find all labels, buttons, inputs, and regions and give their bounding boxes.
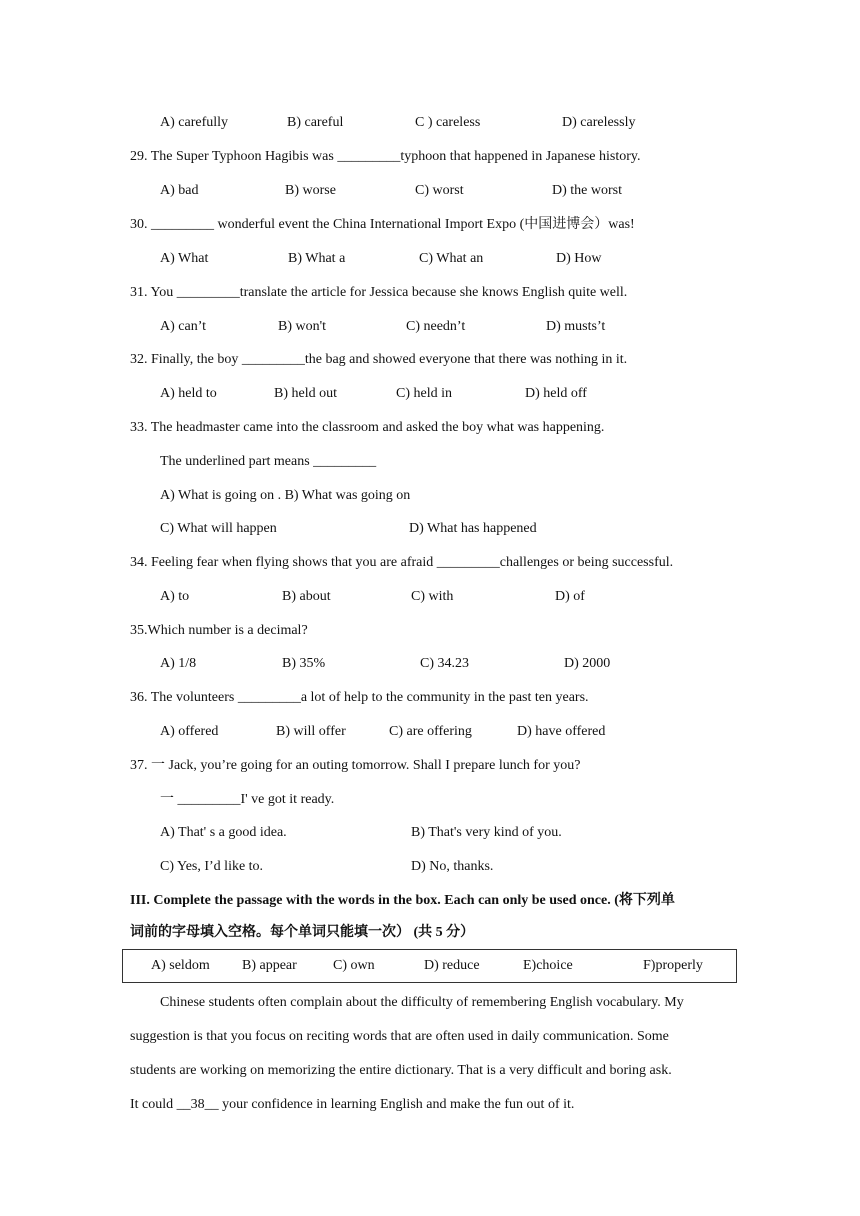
q32-option-c: C) held in: [396, 386, 452, 401]
q34-option-a: A) to: [160, 589, 190, 604]
passage-line-4-end: your confidence in learning English and make the fun out of it.: [222, 1097, 575, 1112]
passage-line-4: [130, 1096, 574, 1114]
q28-option-c: C ) careless: [415, 115, 481, 130]
q37-option-b: B) That's very kind of you.: [411, 825, 562, 840]
q33-option-d: D) What has happened: [409, 521, 537, 536]
q34-option-c: C) with: [411, 589, 454, 604]
q33-options-ab: A) What is going on . B) What was going on: [160, 488, 411, 503]
passage-line-1: Chinese students often complain about the difficulty of remembering English vocabulary. My: [160, 995, 684, 1010]
q30-option-b: B) What a: [288, 251, 346, 266]
q36-option-d: D) have offered: [517, 724, 606, 739]
q29-option-a: A) bad: [160, 183, 199, 198]
q30-stem: 30. _________ wonderful event the China International Import Expo (中国进博会）was!: [130, 217, 635, 232]
q37-option-a: A) That' s a good idea.: [160, 825, 287, 840]
blank-38[interactable]: __38__: [176, 1097, 219, 1112]
q32-stem: 32. Finally, the boy _________the bag and showed everyone that there was nothing in it.: [130, 352, 628, 367]
q32-option-b: B) held out: [274, 386, 337, 401]
q37-reply: 一 _________I' ve got it ready.: [160, 792, 335, 807]
q28-option-b: B) careful: [287, 115, 344, 130]
q33-sub: The underlined part means _________: [160, 454, 377, 469]
q34-option-b: B) about: [282, 589, 331, 604]
q31-option-d: D) musts’t: [546, 319, 606, 334]
q36-stem: 36. The volunteers _________a lot of help to the community in the past ten years.: [130, 690, 589, 705]
q31-option-b: B) won't: [278, 319, 327, 334]
q32-option-d: D) held off: [525, 386, 587, 401]
q28-option-d: D) carelessly: [562, 115, 636, 130]
q35-option-d: D) 2000: [564, 656, 611, 671]
q30-option-a: A) What: [160, 251, 209, 266]
q37-option-d: D) No, thanks.: [411, 859, 494, 874]
passage-line-2: suggestion is that you focus on reciting words that are often used in daily communication. Some: [130, 1029, 669, 1044]
q35-stem: 35.Which number is a decimal?: [130, 623, 308, 638]
q28-option-a: A) carefully: [160, 115, 229, 130]
q35-option-b: B) 35%: [282, 656, 326, 671]
q31-stem: 31. You _________translate the article for Jessica because she knows English quite well.: [130, 285, 628, 300]
section-3-heading-line2: 词前的字母填入空格。每个单词只能填一次） (共 5 分）: [130, 925, 475, 940]
q34-option-d: D) of: [555, 589, 585, 604]
q35-option-c: C) 34.23: [420, 656, 469, 671]
word-d: D) reduce: [424, 958, 480, 973]
section-3-heading-line1: III. Complete the passage with the words in the box. Each can only be used once. (将下列单: [130, 893, 675, 908]
q31-option-c: C) needn’t: [406, 319, 466, 334]
q33-stem: 33. The headmaster came into the classroom and asked the boy what was happening.: [130, 420, 605, 435]
word-b: B) appear: [242, 958, 297, 973]
word-f: F)properly: [643, 958, 703, 973]
q37-stem: 37. 一 Jack, you’re going for an outing tomorrow. Shall I prepare lunch for you?: [130, 758, 581, 773]
q29-option-b: B) worse: [285, 183, 336, 198]
word-box: [122, 949, 737, 983]
q35-option-a: A) 1/8: [160, 656, 197, 671]
q33-option-c: C) What will happen: [160, 521, 277, 536]
q29-option-c: C) worst: [415, 183, 464, 198]
q34-stem: 34. Feeling fear when flying shows that you are afraid _________challenges or being successful.: [130, 555, 674, 570]
q29-option-d: D) the worst: [552, 183, 622, 198]
passage-line-4-start: It could: [130, 1097, 177, 1112]
q31-option-a: A) can’t: [160, 319, 206, 334]
q36-option-c: C) are offering: [389, 724, 472, 739]
q30-option-d: D) How: [556, 251, 602, 266]
passage-line-3: students are working on memorizing the entire dictionary. That is a very difficult and boring ask.: [130, 1063, 672, 1078]
word-a: A) seldom: [151, 958, 210, 973]
q32-option-a: A) held to: [160, 386, 217, 401]
q36-option-b: B) will offer: [276, 724, 346, 739]
q29-stem: 29. The Super Typhoon Hagibis was _________typhoon that happened in Japanese history.: [130, 149, 641, 164]
q36-option-a: A) offered: [160, 724, 219, 739]
word-e: E)choice: [523, 958, 573, 973]
q30-option-c: C) What an: [419, 251, 484, 266]
q37-option-c: C) Yes, I’d like to.: [160, 859, 264, 874]
word-c: C) own: [333, 958, 375, 973]
